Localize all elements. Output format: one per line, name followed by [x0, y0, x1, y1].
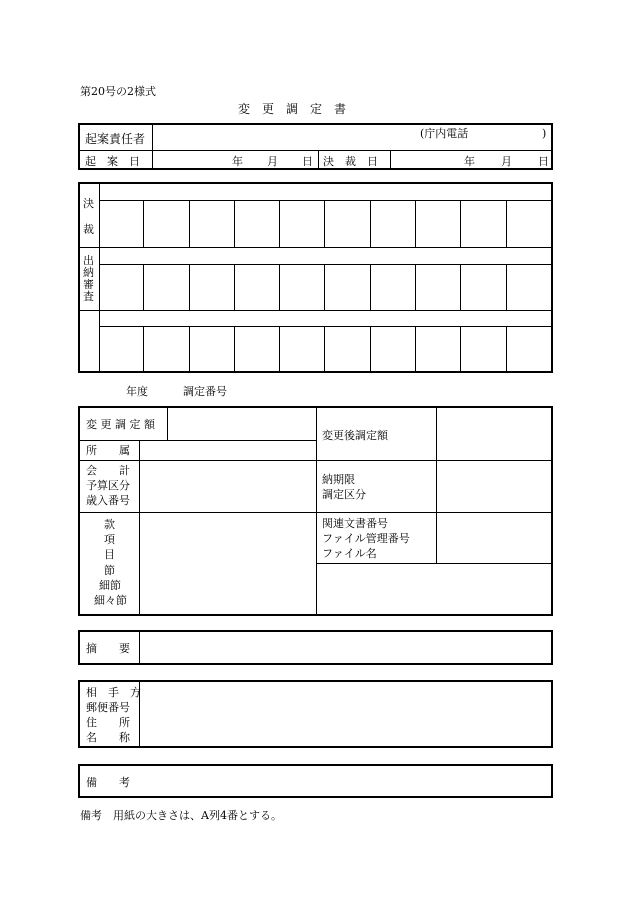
- deadline-label: 納期限: [322, 473, 355, 486]
- budget-label: 予算区分: [86, 479, 130, 492]
- decision-seal-grid: [99, 200, 551, 247]
- change-amount-label: 変 更 調 定 額: [86, 418, 155, 431]
- counterparty-label: 相 手 方: [86, 686, 141, 699]
- audit-seal-grid: [99, 264, 551, 310]
- summary-label: 摘 要: [86, 642, 130, 655]
- remarks-box: [78, 764, 553, 798]
- address-label: 住 所: [86, 716, 130, 729]
- item-kou: 項: [104, 533, 115, 546]
- phone-label: (庁内電話: [420, 127, 469, 140]
- summary-box: [78, 630, 553, 665]
- form-number: 第20号の2様式: [80, 85, 156, 98]
- remarks-label: 備 考: [86, 776, 130, 789]
- affiliation-label: 所 属: [86, 444, 130, 457]
- revenue-number-label: 歳入番号: [86, 494, 130, 507]
- postal-code-label: 郵便番号: [86, 701, 130, 714]
- approval-box: [78, 182, 553, 373]
- document-title: 変 更 調 定 書: [238, 102, 347, 116]
- assessment-class-label: 調定区分: [322, 488, 366, 501]
- item-moku: 目: [104, 548, 115, 561]
- decision-month: 月: [501, 155, 512, 168]
- draft-date-label: 起 案 日: [85, 155, 140, 168]
- draft-month: 月: [267, 155, 278, 168]
- name-label: 名 称: [86, 731, 130, 744]
- related-doc-label: 関連文書番号: [322, 517, 388, 530]
- item-kan: 款: [104, 518, 115, 531]
- audit-label-4: 査: [83, 290, 94, 303]
- item-saisetsu: 細節: [99, 579, 121, 592]
- decision-label-1: 決: [83, 197, 94, 210]
- fiscal-year-label: 年度: [126, 385, 148, 398]
- header-box: [78, 123, 553, 170]
- extra-seal-grid: [99, 326, 551, 371]
- footnote: 備考 用紙の大きさは、A列4番とする。: [80, 809, 282, 822]
- draft-day: 日: [302, 155, 313, 168]
- audit-label-3: 審: [83, 278, 94, 291]
- after-change-label: 変更後調定額: [322, 429, 388, 442]
- assessment-number-label: 調定番号: [183, 385, 227, 398]
- file-mgmt-label: ファイル管理番号: [322, 532, 410, 545]
- phone-close: ): [542, 127, 547, 140]
- decision-label-2: 裁: [83, 223, 94, 236]
- file-name-label: ファイル名: [322, 547, 377, 560]
- decision-year: 年: [464, 155, 475, 168]
- drafter-label: 起案責任者: [85, 132, 146, 146]
- audit-label-2: 納: [83, 266, 94, 279]
- item-saisaisetsu: 細々節: [94, 594, 127, 607]
- audit-label-1: 出: [83, 254, 94, 267]
- counterparty-box: [78, 680, 553, 748]
- accounting-label: 会 計: [86, 464, 130, 477]
- decision-day: 日: [538, 155, 549, 168]
- draft-year: 年: [232, 155, 243, 168]
- decision-date-label: 決 裁 日: [323, 155, 378, 168]
- main-box: [78, 406, 553, 616]
- item-setsu: 節: [104, 564, 115, 577]
